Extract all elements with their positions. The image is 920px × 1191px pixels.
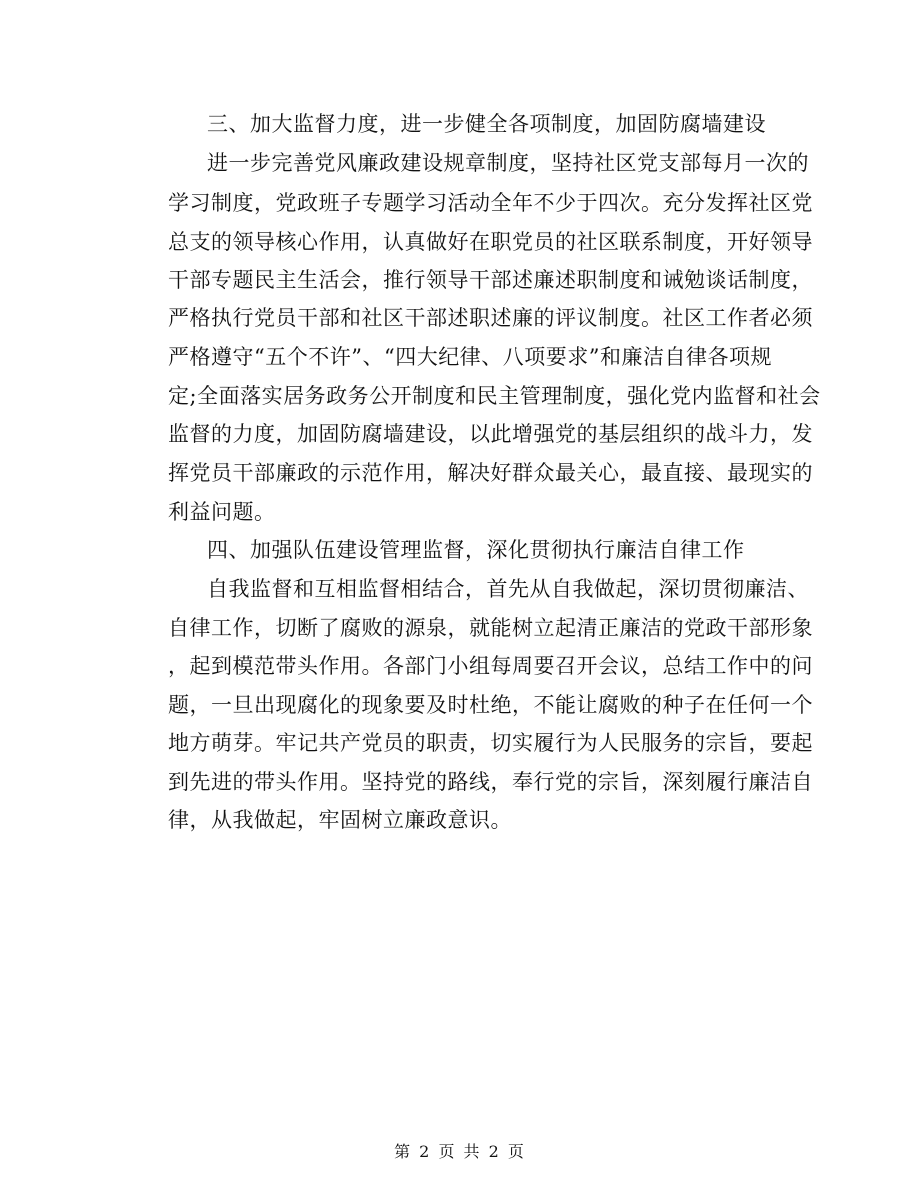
paragraph-line: 自我监督和互相监督相结合，首先从自我做起，深切贯彻廉洁、 [207, 577, 809, 601]
section-3-heading: 三、加大监督力度，进一步健全各项制度，加固防腐墙建设 [207, 112, 766, 136]
paragraph-line: 学习制度，党政班子专题学习活动全年不少于四次。充分发挥社区党 [168, 191, 813, 215]
page-number-footer: 第 2 页 共 2 页 [394, 1142, 526, 1161]
paragraph-line: 进一步完善党风廉政建设规章制度，坚持社区党支部每月一次的 [207, 151, 809, 175]
paragraph-line: 利益问题。 [168, 500, 276, 524]
paragraph-line: 自律工作，切断了腐败的源泉，就能树立起清正廉洁的党政干部形象 [168, 616, 813, 640]
section-4-heading: 四、加强队伍建设管理监督，深化贯彻执行廉洁自律工作 [207, 538, 745, 562]
paragraph-line: 律，从我做起，牢固树立廉政意识。 [168, 808, 512, 832]
paragraph-line: 题，一旦出现腐化的现象要及时杜绝，不能让腐败的种子在任何一个 [168, 693, 813, 717]
paragraph-line: 地方萌芽。牢记共产党员的职责，切实履行为人民服务的宗旨，要起 [168, 731, 813, 755]
paragraph-line: 严格遵守“五个不许”、“四大纪律、八项要求”和廉洁自律各项规 [168, 345, 772, 369]
paragraph-line: ，起到模范带头作用。各部门小组每周要召开会议，总结工作中的问 [168, 654, 813, 678]
paragraph-line: 严格执行党员干部和社区干部述职述廉的评议制度。社区工作者必须 [168, 306, 813, 330]
paragraph-line: 挥党员干部廉政的示范作用，解决好群众最关心，最直接、最现实的 [168, 461, 813, 485]
paragraph-line: 总支的领导核心作用，认真做好在职党员的社区联系制度，开好领导 [168, 230, 813, 254]
paragraph-line: 干部专题民主生活会，推行领导干部述廉述职制度和诫勉谈话制度， [168, 268, 813, 292]
paragraph-line: 到先进的带头作用。坚持党的路线，奉行党的宗旨，深刻履行廉洁自 [168, 770, 813, 794]
paragraph-line: 监督的力度，加固防腐墙建设，以此增强党的基层组织的战斗力，发 [168, 422, 813, 446]
paragraph-line: 定;全面落实居务政务公开制度和民主管理制度，强化党内监督和社会 [168, 384, 821, 408]
